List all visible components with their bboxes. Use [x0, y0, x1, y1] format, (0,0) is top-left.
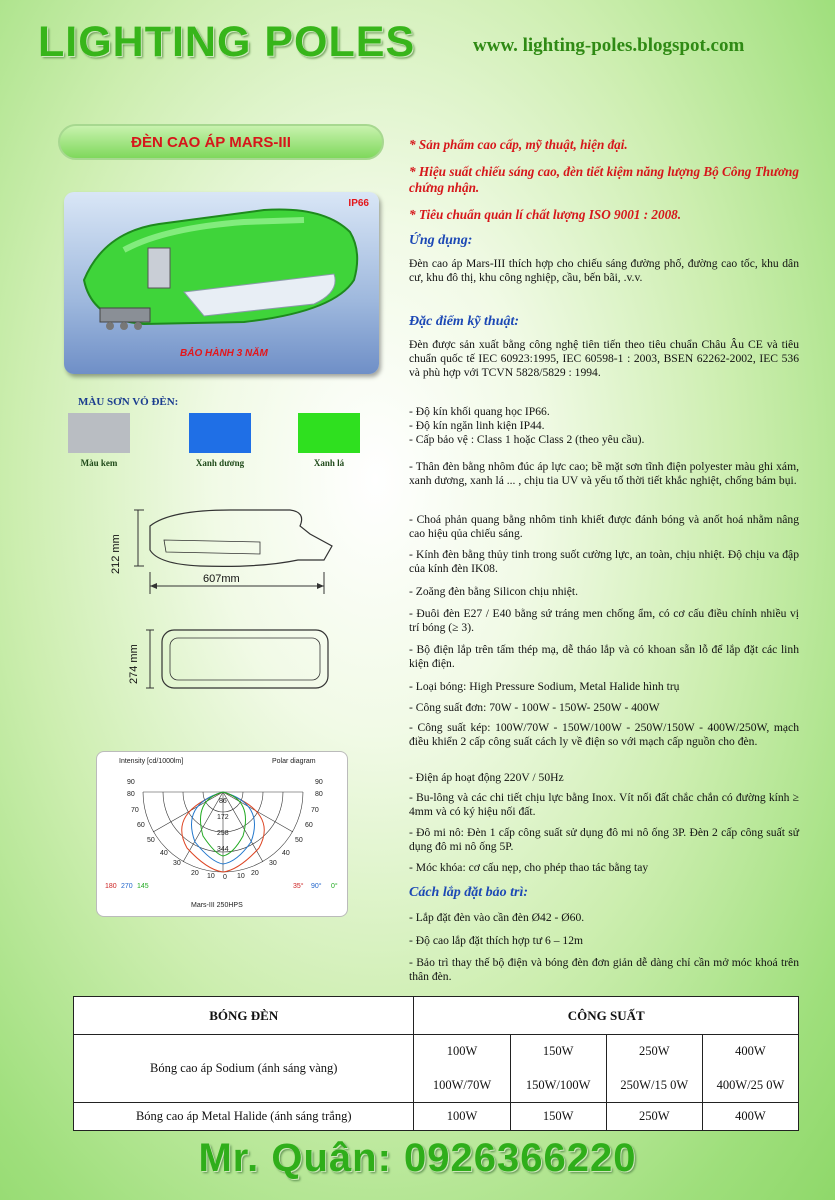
- polar-caption: Mars-III 250HPS: [191, 902, 243, 909]
- power-cell: 100W: [414, 1035, 510, 1069]
- spec-item: - Công suất đơn: 70W - 100W - 150W- 250W - 400W: [409, 701, 660, 714]
- polar-radial: 172: [217, 814, 229, 821]
- table-header: BÓNG ĐÈN: [74, 997, 414, 1035]
- spec-item: - Công suất kép: 100W/70W - 150W/100W - 250W/150W - 400W/250W, mạch điều khiển 2 cấp công suất cách ly về điện so với mạch cấp nguồn cho đèn.: [409, 721, 799, 749]
- maintenance-item: - Bảo trì thay thế bộ điện và bóng đèn đơn giản dễ dàng chỉ cần mở móc khoá trên thân đèn.: [409, 956, 799, 984]
- swatch-blue: [189, 413, 251, 453]
- power-cell: 150W: [510, 1035, 606, 1069]
- polar-title-left: Intensity [cd/1000lm]: [119, 758, 184, 765]
- feature-line: * Hiệu suất chiếu sáng cao, đèn tiết kiệm năng lượng Bộ Công Thương chứng nhận.: [409, 164, 799, 195]
- polar-angle: 60: [137, 822, 145, 829]
- polar-angle: 60: [305, 822, 313, 829]
- warranty-label: BẢO HÀNH 3 NĂM: [180, 348, 268, 359]
- polar-angle: 50: [295, 837, 303, 844]
- feature-line: * Sản phẩm cao cấp, mỹ thuật, hiện đại.: [409, 137, 628, 152]
- spec-item: - Zoăng đèn bằng Silicon chịu nhiệt.: [409, 585, 579, 598]
- swatch-label: Xanh lá: [313, 458, 345, 468]
- polar-title-right: Polar diagram: [272, 758, 316, 765]
- application-text: Đèn cao áp Mars-III thích hợp cho chiếu sáng đường phố, đường cao tốc, khu dân cư, khu đô thị, khu công nghiệp, cầu, bến bãi, .v.v.: [409, 257, 799, 285]
- spec-item: - Kính đèn bằng thủy tinh trong suốt cường lực, an toàn, chịu nhiệt. Độ chịu va đập của kính đèn IK08.: [409, 548, 799, 576]
- polar-angle: 10: [207, 873, 215, 880]
- swatch-label: Màu kem: [80, 458, 118, 468]
- polar-angle: 0: [223, 874, 227, 881]
- page-title: LIGHTING POLES: [38, 18, 416, 66]
- polar-angle: 50: [147, 837, 155, 844]
- spec-item: - Bộ điện lắp trên tấm thép mạ, dễ tháo lắp và có khoan sẵn lỗ để lắp đặt các linh kiện điện.: [409, 643, 799, 671]
- lamp-icon: [64, 192, 379, 374]
- polar-angle: 20: [191, 870, 199, 877]
- spec-item: - Điện áp hoạt động 220V / 50Hz: [409, 771, 564, 784]
- polar-radial: 86: [219, 798, 227, 805]
- feature-line: * Tiêu chuẩn quản lí chất lượng ISO 9001 : 2008.: [409, 207, 682, 222]
- power-cell: 400W: [702, 1103, 798, 1131]
- polar-angle: 30: [173, 860, 181, 867]
- spec-item: - Loại bóng: High Pressure Sodium, Metal Halide hình trụ: [409, 680, 680, 693]
- power-cell: 100W: [414, 1103, 510, 1131]
- polar-angle: 80: [315, 791, 323, 798]
- swatch-label: Xanh dương: [195, 458, 245, 468]
- dim-length: 607mm: [203, 573, 240, 585]
- spec-item: - Đuôi đèn E27 / E40 bằng sứ tráng men chống ẩm, có cơ cấu điều chỉnh nhiều vị trí bóng (≥ 3).: [409, 607, 799, 635]
- spec-item: - Móc khóa: cơ cấu nẹp, cho phép thao tác bằng tay: [409, 861, 649, 874]
- swatch-cream: [68, 413, 130, 453]
- product-title: ĐÈN CAO ÁP MARS-III: [131, 133, 291, 151]
- application-heading: Ứng dụng:: [409, 233, 473, 248]
- product-photo: [64, 192, 379, 374]
- maintenance-heading: Cách lắp đặt bảo trì:: [409, 885, 529, 900]
- polar-radial: 258: [217, 830, 229, 837]
- spec-item: - Choá phản quang bằng nhôm tinh khiết được đánh bóng và anốt hoá nhằm nâng cao hiệu qủa chiếu sáng.: [409, 513, 799, 541]
- power-table: [73, 996, 799, 1131]
- polar-angle: 40: [282, 850, 290, 857]
- polar-legend: 270: [121, 883, 133, 890]
- spec-item: - Độ kín khối quang học IP66. - Độ kín ngăn linh kiện IP44. - Cấp bảo vệ : Class 1 hoặc Class 2 (theo yêu cầu).: [409, 405, 645, 447]
- specs-heading: Đặc điểm kỹ thuật:: [409, 314, 520, 329]
- spec-item: - Đô mi nô: Đèn 1 cấp công suất sử dụng đô mi nô ống 3P. Đèn 2 cấp công suất sử dụng đô mi nô ống 5P.: [409, 826, 799, 854]
- spec-item: - Bu-lông và các chi tiết chịu lực bằng Inox. Vít nối đất chắc chắn có đường kính ≥ 4mm và có ký hiệu nối đất.: [409, 791, 799, 819]
- dim-width: 274 mm: [128, 644, 140, 684]
- table-header: CÔNG SUẤT: [414, 997, 799, 1035]
- polar-diagram: [96, 751, 348, 917]
- polar-angle: 20: [251, 870, 259, 877]
- lamp-type: Bóng cao áp Metal Halide (ánh sáng trắng): [74, 1103, 414, 1131]
- polar-legend: 145: [137, 883, 149, 890]
- polar-angle: 40: [160, 850, 168, 857]
- polar-angle: 10: [237, 873, 245, 880]
- polar-angle: 70: [311, 807, 319, 814]
- dimension-drawing: [110, 500, 350, 700]
- polar-legend: 90°: [311, 883, 322, 890]
- polar-radial: 344: [217, 846, 229, 853]
- dim-height: 212 mm: [110, 534, 122, 574]
- polar-legend: 180: [105, 883, 117, 890]
- polar-angle: 90: [315, 779, 323, 786]
- power-cell: 250W/15 0W: [606, 1069, 702, 1103]
- site-url: www. lighting-poles.blogspot.com: [473, 35, 745, 56]
- swatch-green: [298, 413, 360, 453]
- power-cell: 250W: [606, 1103, 702, 1131]
- spec-item: Đèn được sản xuất bằng công nghệ tiên tiến theo tiêu chuẩn Châu Âu CE và tiêu chuẩn quốc tế IEC 60923:1995, IEC 60598-1 : 2003, BSEN 62262-2002, IEC 536 và phù hợp với TCVN 5828/5829 : 1994.: [409, 338, 799, 380]
- power-cell: 100W/70W: [414, 1069, 510, 1103]
- power-cell: 400W: [702, 1035, 798, 1069]
- colors-title: MÀU SƠN VỎ ĐÈN:: [78, 396, 179, 408]
- maintenance-item: - Độ cao lắp đặt thích hợp tư 6 – 12m: [409, 934, 584, 947]
- polar-angle: 80: [127, 791, 135, 798]
- ip-badge: IP66: [348, 198, 369, 209]
- polar-angle: 70: [131, 807, 139, 814]
- contact-footer: Mr. Quân: 0926366220: [198, 1136, 637, 1180]
- power-cell: 150W: [510, 1103, 606, 1131]
- polar-legend: 0°: [331, 883, 338, 890]
- product-title-banner: [58, 124, 384, 160]
- polar-angle: 90: [127, 779, 135, 786]
- power-cell: 250W: [606, 1035, 702, 1069]
- polar-angle: 30: [269, 860, 277, 867]
- maintenance-item: - Lắp đặt đèn vào cần đèn Ø42 - Ø60.: [409, 911, 585, 924]
- lamp-type: Bóng cao áp Sodium (ánh sáng vàng): [74, 1035, 414, 1103]
- polar-legend: 35°: [293, 883, 304, 890]
- power-cell: 150W/100W: [510, 1069, 606, 1103]
- spec-item: - Thân đèn bằng nhôm đúc áp lực cao; bề mặt sơn tĩnh điện polyester màu ghi xám, xanh dương, xanh lá ... , chịu tia UV và yếu tố thời tiết khắc nghiệt, chống bám bụi.: [409, 460, 799, 488]
- power-cell: 400W/25 0W: [702, 1069, 798, 1103]
